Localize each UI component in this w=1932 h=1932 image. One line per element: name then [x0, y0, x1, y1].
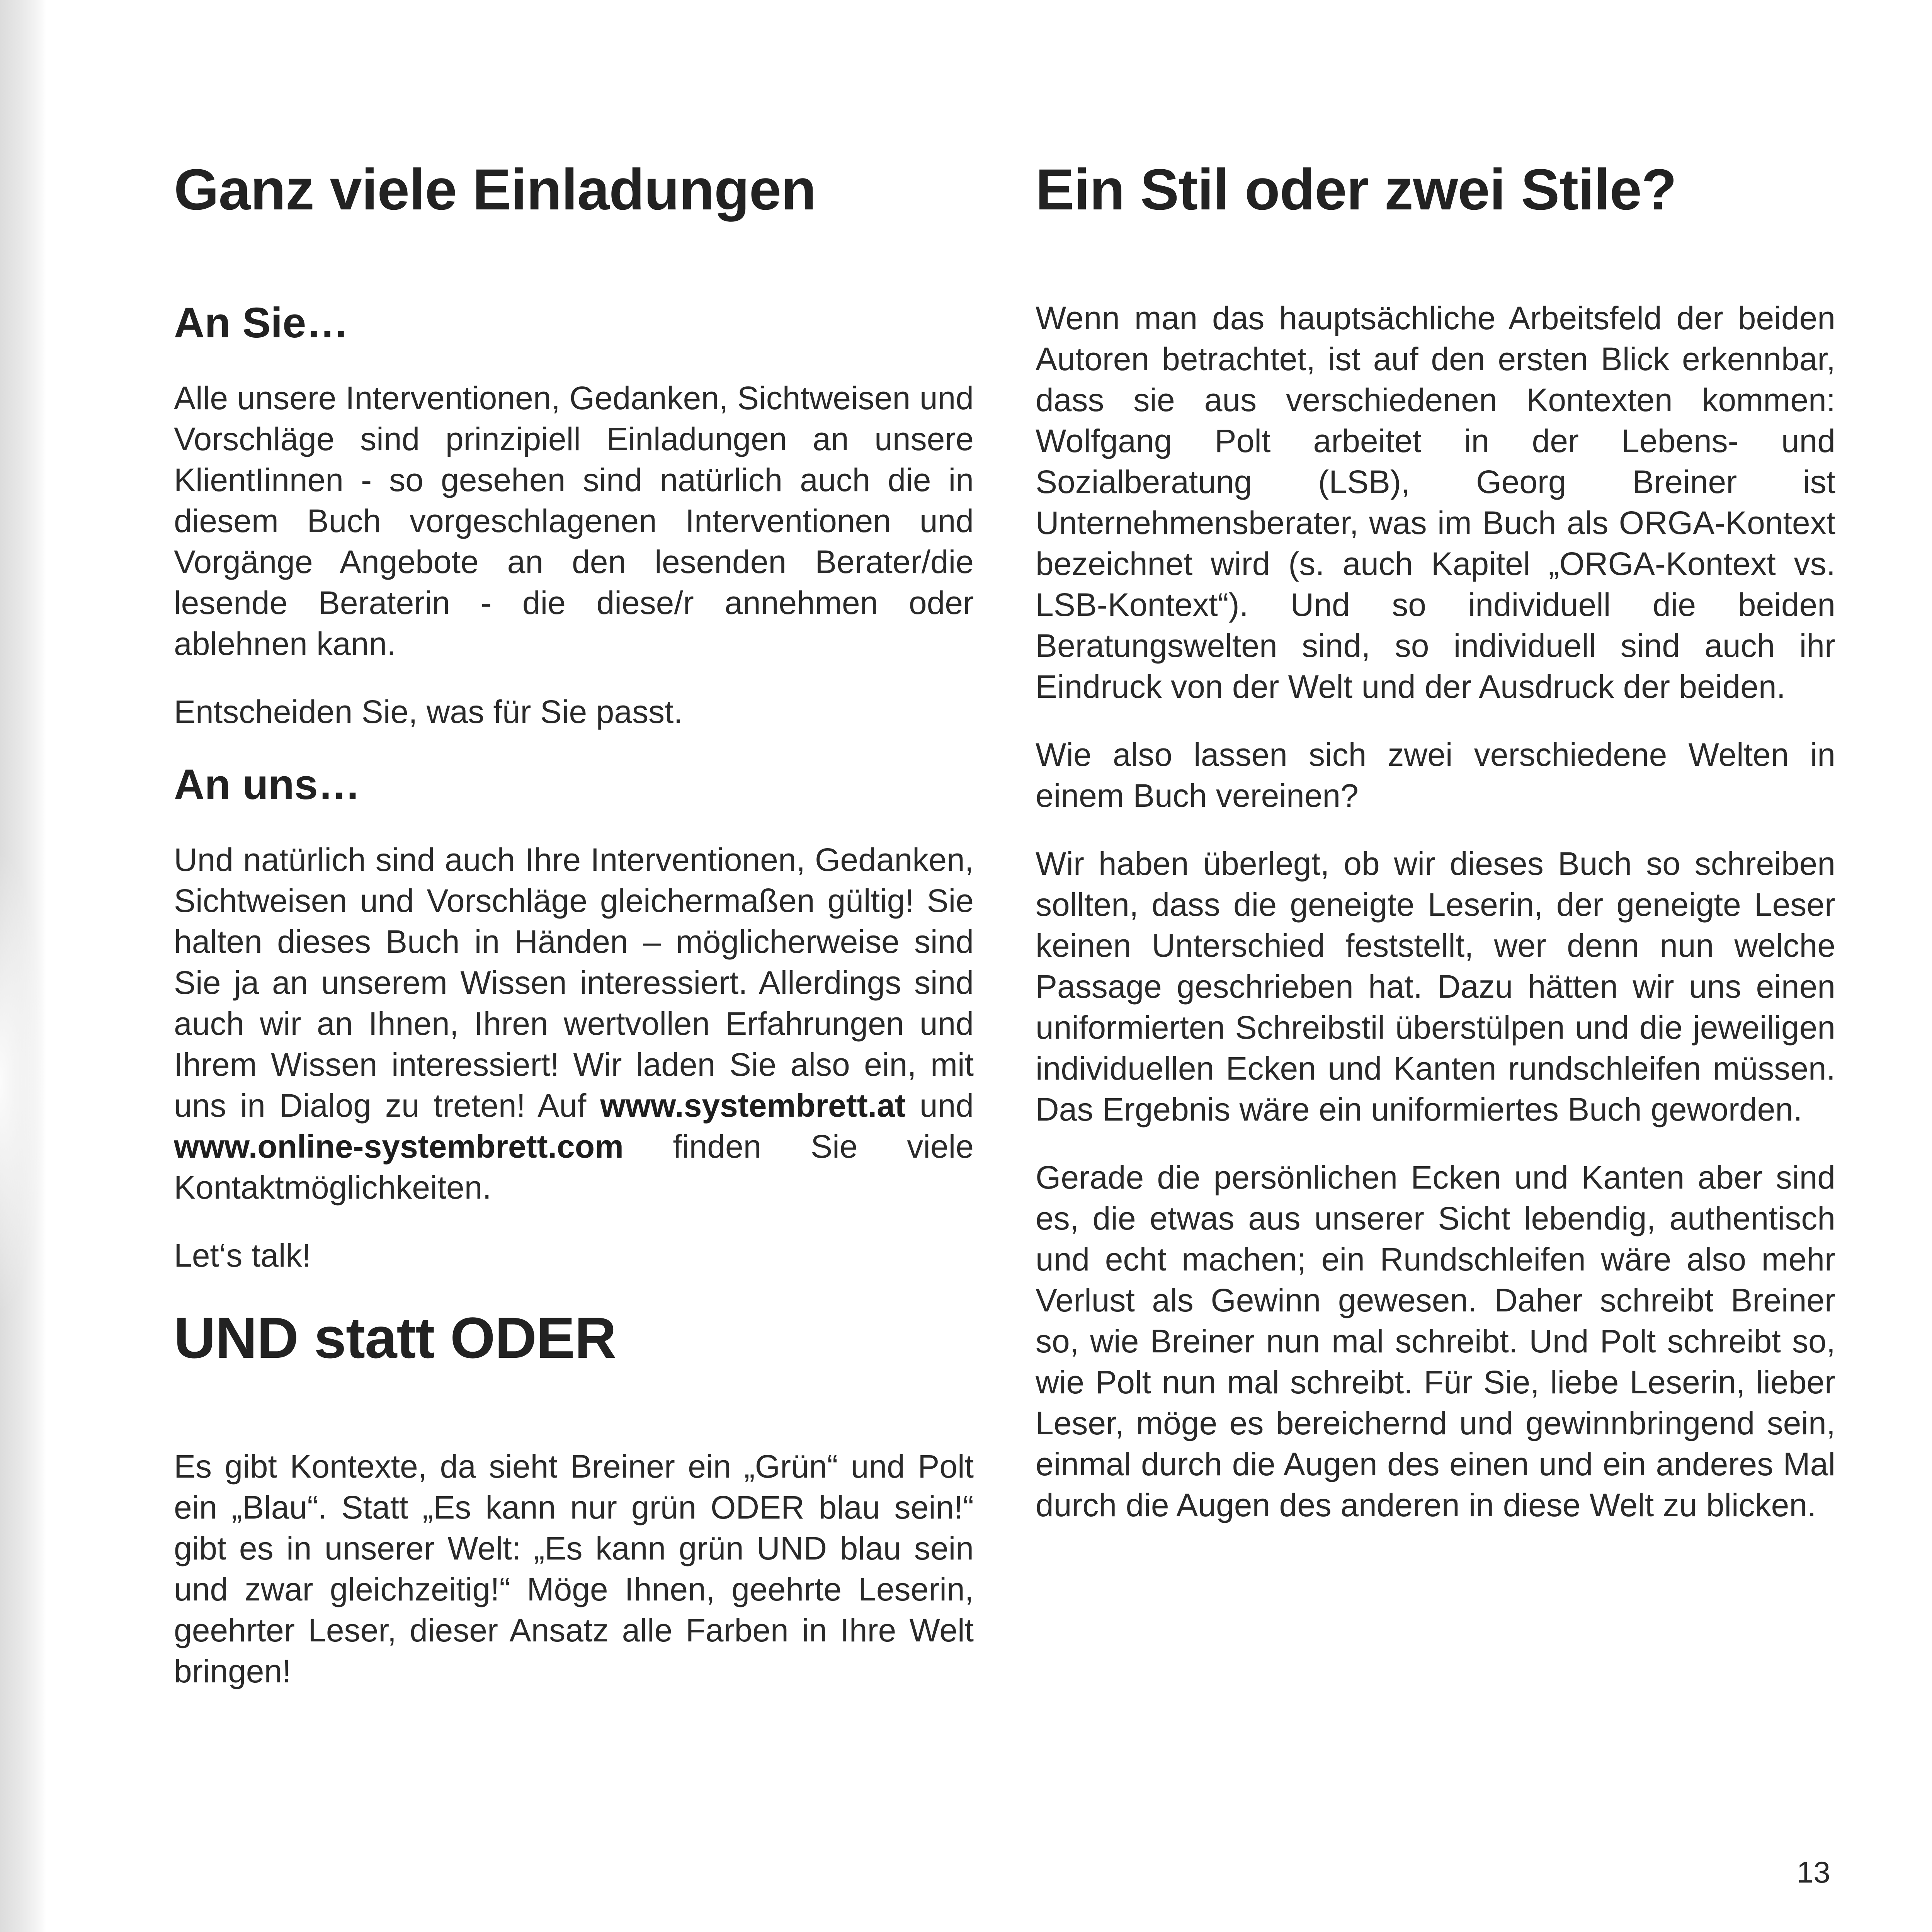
paragraph-stil-2: Wie also lassen sich zwei verschiedene Welten in einem Buch vereinen?	[1036, 736, 1835, 814]
link-online-systembrett[interactable]: www.online-systembrett.com	[174, 1128, 624, 1165]
paragraph-an-uns-1	[174, 839, 974, 1208]
subheading-an-sie: An Sie…	[174, 299, 349, 347]
paragraph-stil-4: Gerade die persönlichen Ecken und Kanten aber sind es, die etwas aus unserer Sicht lebendig, authentisch und echt machen; ein Rundschleifen wäre also mehr Verlust als Gewinn gewesen. Daher schreibt Breiner so, wie Breiner nun mal schreibt. Und Polt schreibt so, wie Polt nun mal schreibt. Für Sie, liebe Leserin, lieber Leser, möge es bereichernd und gewinnbringend sein, einmal durch die Augen des einen und ein anderes Mal durch die Augen des anderen in diese Welt zu blicken.	[1036, 1159, 1835, 1523]
text-an-uns-start: Und natürlich sind auch Ihre Interventionen, Gedanken, Sichtweisen und Vorschläge gleichermaßen gültig! Sie halten dieses Buch in Händen – möglicherweise sind Sie ja an unserem Wissen interessiert. Allerdings sind auch wir an Ihnen, Ihren wertvollen Erfahrungen und Ihrem Wissen interessiert! Wir laden Sie also ein, mit uns in Dialog zu treten! Auf	[174, 842, 974, 1124]
text-an-uns-middle: und	[905, 1087, 974, 1124]
page-number: 13	[1797, 1855, 1830, 1889]
section-title-einladungen: Ganz viele Einladungen	[174, 157, 816, 222]
left-column	[174, 155, 974, 1719]
subheading-an-uns: An uns…	[174, 761, 361, 808]
section-title-stil: Ein Stil oder zwei Stile?	[1036, 157, 1677, 222]
section-title-und-statt-oder: UND statt ODER	[174, 1305, 616, 1370]
right-column	[1036, 155, 1835, 1553]
paragraph-und-statt-oder: Es gibt Kontexte, da sieht Breiner ein „Grün“ und Polt ein „Blau“. Statt „Es kann nur grün ODER blau sein!“ gibt es in unserer Welt: „Es kann grün UND blau sein und zwar gleichzeitig!“ Möge Ihnen, geehrte Leserin, geehrter Leser, dieser Ansatz alle Farben in Ihre Welt bringen!	[174, 1448, 974, 1689]
link-systembrett[interactable]: www.systembrett.at	[600, 1087, 906, 1124]
paragraph-an-sie-1: Alle unsere Interventionen, Gedanken, Sichtweisen und Vorschläge sind prinzipiell Einladungen an unsere KlientIinnen - so gesehen sind natürlich auch die in diesem Buch vorgeschlagenen Interventionen und Vorgänge Angebote an den lesenden Berater/die lesende Beraterin - die diese/r annehmen oder ablehnen kann.	[174, 380, 974, 662]
paragraph-stil-3: Wir haben überlegt, ob wir dieses Buch so schreiben sollten, dass die geneigte Leserin, der geneigte Leser keinen Unterschied feststellt, wer denn nun welche Passage geschrieben hat. Dazu hätten wir uns einen uniformierten Schreibstil überstülpen und die jeweiligen individuellen Ecken und Kanten rundschleifen müssen. Das Ergebnis wäre ein uniformiertes Buch geworden.	[1036, 845, 1835, 1128]
page-gutter-shadow	[0, 0, 46, 1932]
paragraph-stil-1: Wenn man das hauptsächliche Arbeitsfeld der beiden Autoren betrachtet, ist auf den ersten Blick erkennbar, dass sie aus verschiedenen Kontexten kommen: Wolfgang Polt arbeitet in der Lebens- und Sozialberatung (LSB), Georg Breiner ist Unternehmensberater, was im Buch als ORGA-Kontext bezeichnet wird (s. auch Kapitel „ORGA-Kontext vs. LSB-Kontext“). Und so individuell die beiden Beratungswelten sind, so individuell sind auch ihr Eindruck von der Welt und der Ausdruck der beiden.	[1036, 300, 1835, 705]
paragraph-lets-talk: Let‘s talk!	[174, 1237, 311, 1274]
paragraph-an-sie-2: Entscheiden Sie, was für Sie passt.	[174, 694, 683, 730]
text-an-uns-end: finden Sie viele Kontaktmöglichkeiten.	[174, 1128, 974, 1206]
